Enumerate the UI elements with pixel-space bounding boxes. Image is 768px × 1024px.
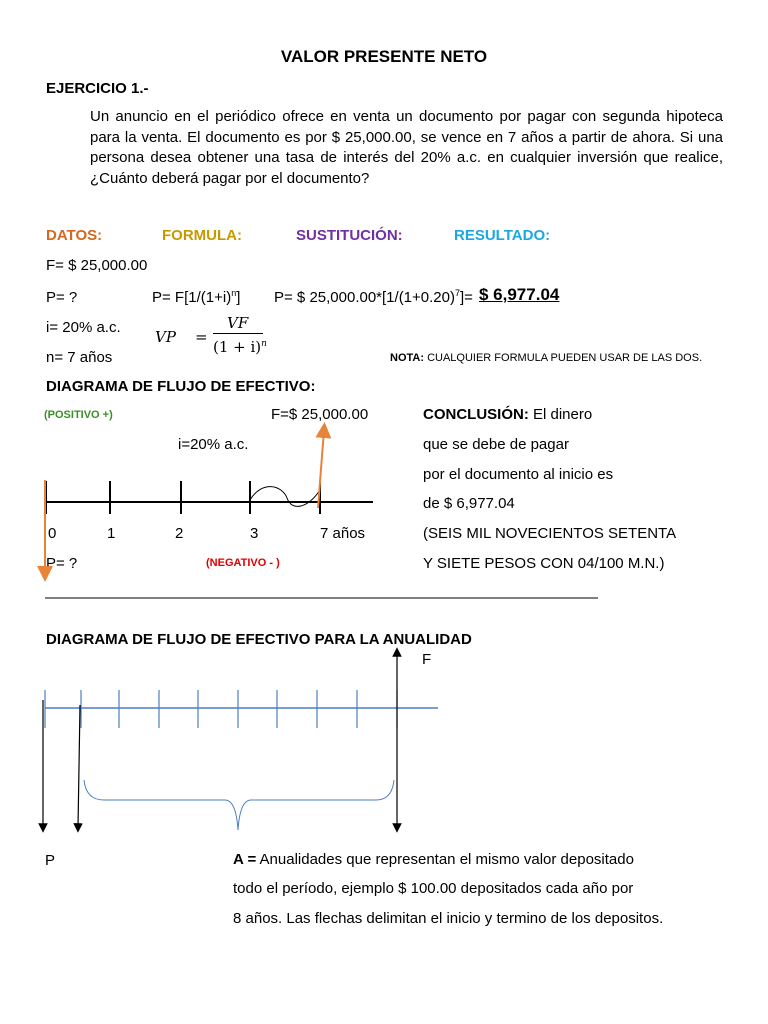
diagram1-heading: DIAGRAMA DE FLUJO DE EFECTIVO: (46, 378, 316, 395)
alt-formula-den: $(1 + i)^n$ (213, 338, 267, 356)
sustitucion-header: SUSTITUCIÓN: (296, 227, 403, 244)
conclusion-line5: (SEIS MIL NOVECIENTOS SETENTA (423, 525, 677, 542)
tick-3: 3 (250, 525, 259, 542)
formula-header: FORMULA: (162, 227, 242, 244)
sustitucion-base: P= $ 25,000.00*[1/(1+0.20) (274, 289, 455, 306)
formula-exp: n (231, 288, 237, 298)
annuity-brace (84, 780, 394, 830)
exercise-heading: EJERCICIO 1.- (46, 80, 149, 97)
page-title: VALOR PRESENTE NETO (280, 47, 488, 66)
diagram1-p-label: P= ? (46, 555, 78, 572)
formula-end: ] (236, 289, 241, 306)
nota-label: NOTA: (390, 352, 425, 364)
sustitucion-end: ]= (460, 289, 473, 306)
diagram2-heading: DIAGRAMA DE FLUJO DE EFECTIVO PARA LA ANUALIDAD (46, 631, 472, 648)
negativo-label: (NEGATIVO - ) (206, 557, 280, 569)
tick-1: 1 (107, 525, 116, 542)
timeline-gap-squiggle (250, 487, 320, 507)
positivo-label: (POSITIVO +) (44, 409, 113, 421)
tick-7: 7 años (320, 525, 366, 542)
resultado-header: RESULTADO: (454, 227, 551, 244)
diagram2-f-label: F (422, 651, 432, 668)
anualidad-line1: A = Anualidades que representan el mismo valor depositado (233, 851, 634, 868)
diagram1-f-label: F=$ 25,000.00 (271, 406, 369, 423)
conclusion-line1: CONCLUSIÓN: El dinero (423, 406, 593, 423)
sustitucion-exp: 7 (454, 288, 460, 298)
datos-header: DATOS: (46, 227, 103, 244)
nota-text: CUALQUIER FORMULA PUEDEN USAR DE LAS DOS. (424, 352, 703, 364)
alt-formula-lhs: VP (155, 328, 176, 346)
formula-base: P= F[1/(1+i) (152, 289, 232, 306)
anualidad-line2: todo el período, ejemplo $ 100.00 depositados cada año por (233, 880, 634, 897)
annuity-ticks (45, 690, 397, 728)
conclusion-line4: de $ 6,977.04 (423, 495, 515, 512)
annuity-start-arrow (78, 705, 80, 828)
datos-f: F= $ 25,000.00 (46, 257, 148, 274)
alt-formula-num: VF (227, 314, 249, 332)
tick-2: 2 (175, 525, 184, 542)
alt-formula-eq: = (195, 328, 208, 346)
conclusion-line6: Y SIETE PESOS CON 04/100 M.N.) (423, 555, 665, 572)
diagram2-p-label: P (45, 852, 56, 869)
anualidad-label: A = (233, 851, 257, 868)
conclusion-label: CONCLUSIÓN: (423, 406, 529, 423)
anualidad-line3: 8 años. Las flechas delimitan el inicio y termino de los depositos. (233, 910, 664, 927)
diagram1-i-label: i=20% a.c. (178, 436, 249, 453)
datos-i: i= 20% a.c. (46, 319, 121, 336)
tick-0: 0 (48, 525, 57, 542)
exercise-paragraph: Un anuncio en el periódico ofrece en venta un documento por pagar con segunda hipoteca para la venta. El documento es por $ 25,000.00, se vence en 7 años a partir de ahora. Si una persona desea obtener una tasa de interés del 20% a.c. en cualquier inversión que realice, ¿Cuánto deberá pagar por el documento? (90, 108, 723, 187)
resultado-value: $ 6,977.04 (479, 285, 560, 304)
datos-n: n= 7 años (46, 349, 113, 366)
datos-p: P= ? (46, 289, 78, 306)
conclusion-line2: que se debe de pagar (423, 436, 569, 453)
conclusion-line3: por el documento al inicio es (423, 466, 614, 483)
